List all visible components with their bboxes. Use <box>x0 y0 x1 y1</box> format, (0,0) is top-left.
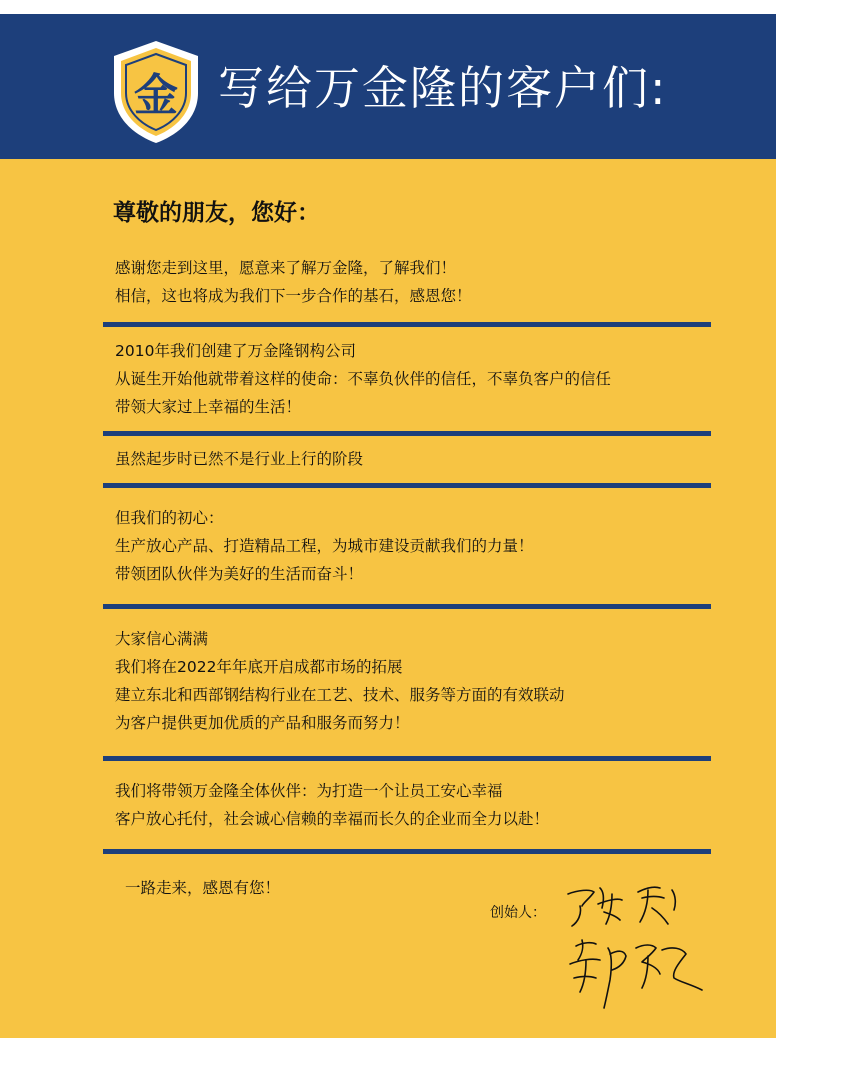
svg-text:金: 金 <box>134 70 178 121</box>
paragraph-line: 感谢您走到这里，愿意来了解万金隆，了解我们！ <box>115 259 457 277</box>
paragraph-5 <box>115 625 715 737</box>
section-divider <box>103 322 711 327</box>
founder-label: 创始人： <box>490 905 546 921</box>
paragraph-line: 建立东北和西部钢结构行业在工艺、技术、服务等方面的有效联动 <box>115 686 565 704</box>
paragraph-line: 从诞生开始他就带着这样的使命：不辜负伙伴的信任，不辜负客户的信任 <box>115 370 612 388</box>
closing-line: 一路走来，感恩有您！ <box>125 879 281 897</box>
paragraph-line: 2010年我们创建了万金隆钢构公司 <box>115 342 356 360</box>
paragraph-line: 带领大家过上幸福的生活！ <box>115 398 302 416</box>
paragraph-line: 我们将带领万金隆全体伙伴：为打造一个让员工安心幸福 <box>115 782 503 800</box>
paragraph-1 <box>115 254 715 310</box>
letter-card <box>0 14 776 1038</box>
paragraph-2 <box>115 337 715 421</box>
paragraph-line: 为客户提供更加优质的产品和服务而努力！ <box>115 714 410 732</box>
paragraph-line: 客户放心托付，社会诚心信赖的幸福而长久的企业而全力以赴！ <box>115 810 550 828</box>
paragraph-4 <box>115 504 715 588</box>
section-divider <box>103 849 711 854</box>
paragraph-line: 但我们的初心： <box>115 509 224 527</box>
paragraph-6 <box>115 777 715 833</box>
greeting-heading: 尊敬的朋友，您好： <box>113 200 320 226</box>
page-title: 写给万金隆的客户们: <box>218 61 668 115</box>
header-bar <box>0 14 776 159</box>
paragraph-3 <box>115 445 715 473</box>
signature-1 <box>560 880 700 930</box>
paragraph-line: 相信，这也将成为我们下一步合作的基石，感恩您！ <box>115 287 472 305</box>
signature-2 <box>562 934 712 1014</box>
section-divider <box>103 756 711 761</box>
paragraph-line: 我们将在2022年年底开启成都市场的拓展 <box>115 658 403 676</box>
section-divider <box>103 431 711 436</box>
paragraph-line: 虽然起步时已然不是行业上行的阶段 <box>115 450 364 468</box>
paragraph-line: 大家信心满满 <box>115 630 209 648</box>
section-divider <box>103 604 711 609</box>
shield-logo-icon <box>108 38 204 146</box>
paragraph-line: 带领团队伙伴为美好的生活而奋斗！ <box>115 565 364 583</box>
section-divider <box>103 483 711 488</box>
paragraph-line: 生产放心产品、打造精品工程，为城市建设贡献我们的力量！ <box>115 537 534 555</box>
